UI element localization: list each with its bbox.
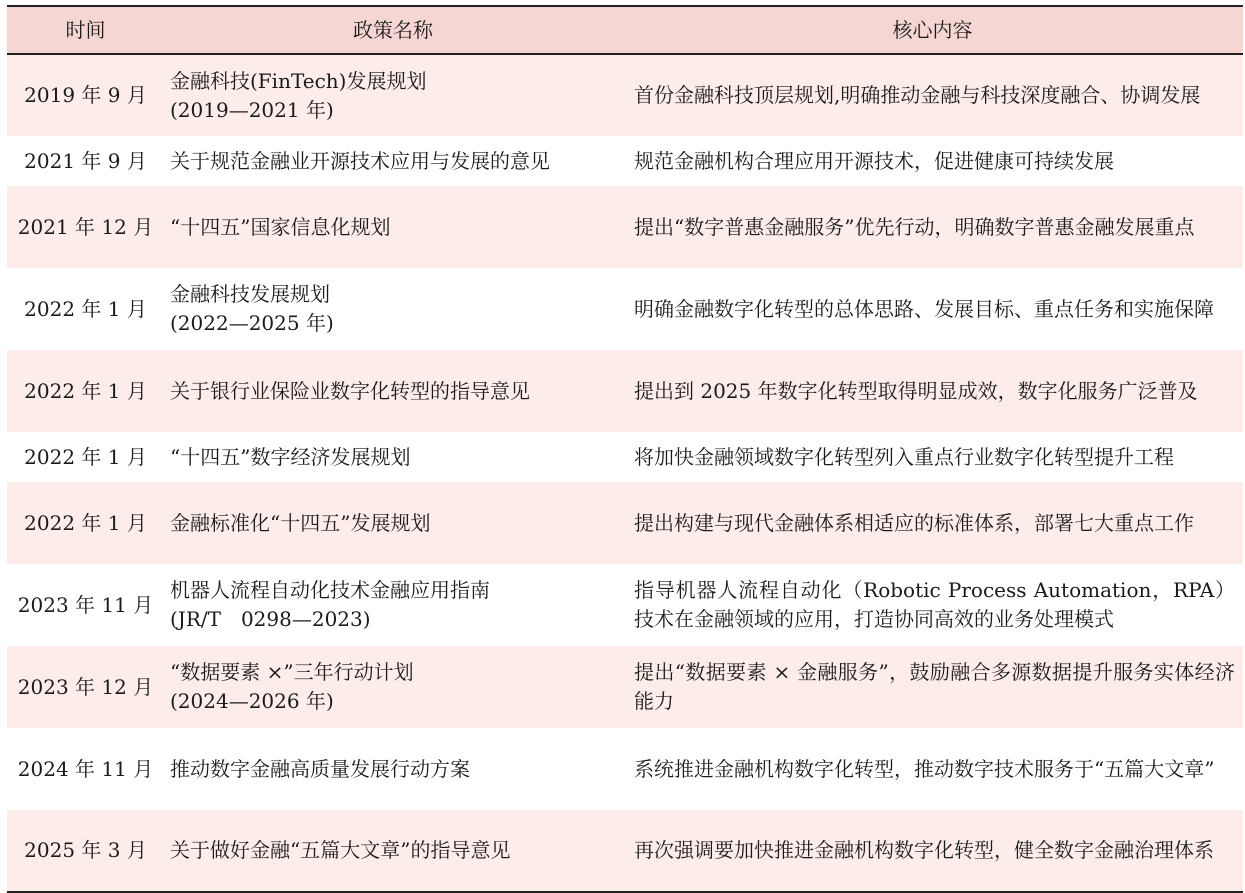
row-core-content: 首份金融科技顶层规划,明确推动金融与科技深度融合、协调发展 (634, 83, 1201, 107)
row-core-content: 提出到 2025 年数字化转型取得明显成效，数字化服务广泛普及 (634, 378, 1198, 403)
table-row (7, 482, 1243, 564)
row-date: 2023 年 12 月 (17, 674, 154, 699)
row-policy-name (164, 810, 622, 892)
table-row (7, 564, 1243, 646)
row-policy-name (164, 482, 622, 564)
row-core-content: 将加快金融领域数字化转型列入重点行业数字化转型提升工程 (634, 444, 1174, 469)
policy-name-line-1: 关于规范金融业开源技术应用与发展的意见 (170, 148, 550, 173)
policy-name-line-1: 关于做好金融“五篇大文章”的指导意见 (170, 838, 511, 862)
row-date: 2025 年 3 月 (24, 838, 147, 862)
row-policy-name (164, 646, 622, 728)
table-body (7, 54, 1243, 892)
table-row (7, 268, 1243, 350)
row-date: 2022 年 1 月 (24, 510, 147, 535)
row-policy-name (164, 432, 622, 482)
table-row (7, 728, 1243, 810)
row-policy-name (164, 268, 622, 350)
table-row (7, 810, 1243, 892)
header-policy-name: 政策名称 (353, 17, 433, 42)
row-core-content: 再次强调要加快推进金融机构数字化转型，健全数字金融治理体系 (634, 838, 1214, 862)
policy-name-line-1: “十四五”数字经济发展规划 (170, 444, 411, 469)
row-policy-name (164, 54, 622, 136)
row-core-content: 规范金融机构合理应用开源技术，促进健康可持续发展 (634, 148, 1114, 173)
table-row (7, 350, 1243, 432)
row-policy-name (164, 728, 622, 810)
row-core-content: 系统推进金融机构数字化转型，推动数字技术服务于“五篇大文章” (634, 756, 1215, 781)
row-date: 2022 年 1 月 (24, 378, 147, 403)
row-core-content: 提出“数字普惠金融服务”优先行动，明确数字普惠金融发展重点 (634, 214, 1195, 239)
header-core-content: 核心内容 (892, 17, 973, 42)
row-date: 2022 年 1 月 (24, 444, 147, 469)
row-date: 2021 年 9 月 (24, 148, 147, 173)
policy-name-line-2: (JR/T 0298—2023) (170, 607, 371, 631)
row-date: 2022 年 1 月 (24, 296, 147, 321)
row-policy-name (164, 350, 622, 432)
table-row (7, 432, 1243, 482)
row-policy-name (164, 564, 622, 646)
policy-name-line-1: “数据要素 ×”三年行动计划 (170, 660, 414, 684)
policy-name-line-2: (2019—2021 年) (170, 97, 334, 122)
table-header (7, 6, 1243, 54)
policy-name-line-1: “十四五”国家信息化规划 (170, 214, 391, 239)
row-core-content: 提出构建与现代金融体系相适应的标准体系，部署七大重点工作 (634, 510, 1194, 535)
row-policy-name (164, 186, 622, 268)
row-policy-name (164, 136, 622, 186)
policy-name-line-1: 金融标准化“十四五”发展规划 (170, 510, 431, 535)
policy-name-line-1: 推动数字金融高质量发展行动方案 (170, 756, 470, 781)
policy-name-line-1: 机器人流程自动化技术金融应用指南 (170, 578, 490, 602)
row-date: 2024 年 11 月 (17, 756, 154, 781)
table-row (7, 646, 1243, 728)
header-row (7, 6, 1243, 54)
row-date: 2019 年 9 月 (24, 83, 147, 107)
table-row (7, 136, 1243, 186)
policy-name-line-2: (2024—2026 年) (170, 689, 334, 713)
row-date: 2023 年 11 月 (17, 592, 154, 617)
policy-name-line-2: (2022—2025 年) (170, 311, 334, 335)
table-row (7, 54, 1243, 136)
policy-name-line-1: 金融科技(FinTech)发展规划 (170, 68, 427, 93)
table-row (7, 186, 1243, 268)
header-date: 时间 (65, 17, 106, 42)
policy-name-line-1: 金融科技发展规划 (170, 282, 330, 306)
row-date: 2021 年 12 月 (17, 214, 154, 239)
row-core-content: 明确金融数字化转型的总体思路、发展目标、重点任务和实施保障 (634, 296, 1214, 321)
row-core-content: 提出“数据要素 × 金融服务”，鼓励融合多源数据提升服务实体经济能力 (634, 660, 1235, 713)
row-core-content: 指导机器人流程自动化（Robotic Process Automation，RPA）技术在金融领域的应用，打造协同高效的业务处理模式 (634, 578, 1235, 631)
policy-table (7, 5, 1243, 893)
policy-name-line-1: 关于银行业保险业数字化转型的指导意见 (170, 378, 530, 403)
